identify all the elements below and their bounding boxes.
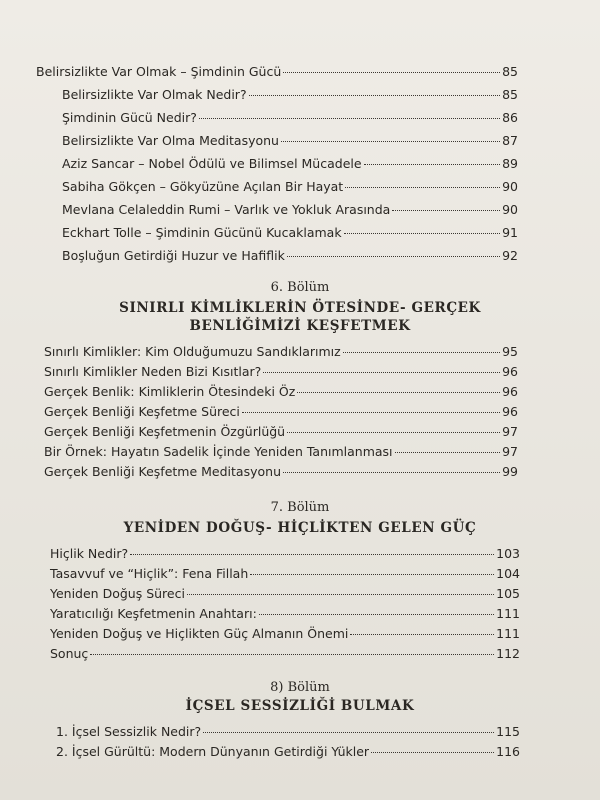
toc-entry <box>62 179 518 195</box>
toc-entry-page: 116 <box>496 744 520 759</box>
toc-entry <box>44 424 518 440</box>
dot-leader <box>287 256 500 257</box>
dot-leader <box>344 233 501 234</box>
toc-entry <box>50 566 520 582</box>
toc-entry <box>50 606 520 622</box>
chapter-number: 6. Bölüm <box>270 280 330 295</box>
toc-entry-page: 96 <box>502 364 518 379</box>
toc-entry-page: 115 <box>496 724 520 739</box>
toc-entry-title: Belirsizlikte Var Olmak Nedir? <box>62 87 247 102</box>
toc-entry-page: 90 <box>502 202 518 217</box>
dot-leader <box>250 574 494 575</box>
toc-entry-title: Sınırlı Kimlikler: Kim Olduğumuzu Sandıklarımız <box>44 344 341 359</box>
toc-entry <box>56 744 520 760</box>
toc-entry <box>62 248 518 264</box>
dot-leader <box>130 554 494 555</box>
toc-entry <box>44 364 518 380</box>
dot-leader <box>263 372 500 373</box>
dot-leader <box>283 472 500 473</box>
toc-entry-page: 89 <box>502 156 518 171</box>
toc-entry-page: 97 <box>502 444 518 459</box>
toc-entry-page: 111 <box>496 626 520 641</box>
dot-leader <box>242 412 500 413</box>
toc-entry-title: Yaratıcılığı Keşfetmenin Anahtarı: <box>50 606 257 621</box>
dot-leader <box>259 614 494 615</box>
toc-entry-title: Eckhart Tolle – Şimdinin Gücünü Kucaklamak <box>62 225 342 240</box>
toc-entry-title: Belirsizlikte Var Olma Meditasyonu <box>62 133 279 148</box>
dot-leader <box>287 432 500 433</box>
toc-entry <box>44 344 518 360</box>
dot-leader <box>371 752 494 753</box>
toc-entry <box>56 724 520 740</box>
toc-entry <box>50 546 520 562</box>
toc-entry-page: 96 <box>502 404 518 419</box>
toc-entry-page: 85 <box>502 64 518 79</box>
toc-entry-title: Gerçek Benliği Keşfetmenin Özgürlüğü <box>44 424 286 439</box>
chapter-title: BENLİĞİMİZİ KEŞFETMEK <box>189 318 411 334</box>
toc-entry-title: Sonuç <box>50 646 89 661</box>
toc-entry <box>44 384 518 400</box>
dot-leader <box>297 392 500 393</box>
toc-entry <box>62 202 518 218</box>
toc-entry-page: 85 <box>502 87 518 102</box>
toc-entry <box>44 404 518 420</box>
toc-entry <box>62 87 518 103</box>
toc-entry <box>62 225 518 241</box>
toc-entry-page: 111 <box>496 606 520 621</box>
dot-leader <box>364 164 501 165</box>
toc-entry-title: Gerçek Benlik: Kimliklerin Ötesindeki Öz <box>44 384 296 399</box>
toc-entry-page: 112 <box>496 646 520 661</box>
toc-entry-title: Gerçek Benliği Keşfetme Meditasyonu <box>44 464 281 479</box>
toc-entry <box>50 626 520 642</box>
chapter-title: SINIRLI KİMLİKLERİN ÖTESİNDE- GERÇEK <box>119 300 481 316</box>
chapter-title: İÇSEL SESSİZLİĞİ BULMAK <box>185 698 415 714</box>
dot-leader <box>199 118 500 119</box>
toc-entry-title: Bir Örnek: Hayatın Sadelik İçinde Yeniden Tanımlanması <box>44 444 393 459</box>
toc-entry-title: Yeniden Doğuş Süreci <box>50 586 185 601</box>
toc-entry-title: Hiçlik Nedir? <box>50 546 129 561</box>
dot-leader <box>395 452 501 453</box>
toc-entry-page: 97 <box>502 424 518 439</box>
toc-entry-page: 95 <box>502 344 518 359</box>
dot-leader <box>249 95 501 96</box>
dot-leader <box>392 210 500 211</box>
toc-entry-page: 104 <box>496 566 520 581</box>
dot-leader <box>203 732 494 733</box>
toc-entry-page: 105 <box>496 586 520 601</box>
toc-entry-page: 86 <box>502 110 518 125</box>
toc-entry-page: 103 <box>496 546 520 561</box>
toc-entry-page: 90 <box>502 179 518 194</box>
toc-entry-title: Sınırlı Kimlikler Neden Bizi Kısıtlar? <box>44 364 262 379</box>
chapter-number: 8) Bölüm <box>270 680 330 695</box>
dot-leader <box>350 634 494 635</box>
toc-entry-page: 91 <box>502 225 518 240</box>
toc-entry <box>62 156 518 172</box>
toc-entry-title: Gerçek Benliği Keşfetme Süreci <box>44 404 240 419</box>
toc-entry-title: 2. İçsel Gürültü: Modern Dünyanın Getirdiği Yükler <box>56 744 370 759</box>
toc-entry <box>62 110 518 126</box>
chapter-title: YENİDEN DOĞUŞ- HİÇLİKTEN GELEN GÜÇ <box>123 520 477 536</box>
dot-leader <box>283 72 500 73</box>
toc-entry <box>44 464 518 480</box>
toc-entry-page: 99 <box>502 464 518 479</box>
toc-entry <box>44 444 518 460</box>
dot-leader <box>187 594 494 595</box>
toc-entry-page: 87 <box>502 133 518 148</box>
toc-entry-title: Mevlana Celaleddin Rumi – Varlık ve Yokluk Arasında <box>62 202 391 217</box>
toc-entry <box>50 586 520 602</box>
toc-entry-title: Şimdinin Gücü Nedir? <box>62 110 197 125</box>
dot-leader <box>90 654 494 655</box>
toc-entry-title: Tasavvuf ve “Hiçlik”: Fena Fillah <box>50 566 249 581</box>
toc-entry-page: 92 <box>502 248 518 263</box>
dot-leader <box>281 141 500 142</box>
dot-leader <box>345 187 500 188</box>
toc-entry-title: Yeniden Doğuş ve Hiçlikten Güç Almanın Önemi <box>50 626 349 641</box>
toc-entry <box>50 646 520 662</box>
toc-entry-title: Belirsizlikte Var Olmak – Şimdinin Gücü <box>36 64 282 79</box>
toc-entry-title: 1. İçsel Sessizlik Nedir? <box>56 724 202 739</box>
toc-entry <box>36 64 518 80</box>
toc-entry-title: Sabiha Gökçen – Gökyüzüne Açılan Bir Hayat <box>62 179 344 194</box>
dot-leader <box>343 352 500 353</box>
chapter-number: 7. Bölüm <box>270 500 330 515</box>
toc-entry-page: 96 <box>502 384 518 399</box>
toc-entry-title: Aziz Sancar – Nobel Ödülü ve Bilimsel Mücadele <box>62 156 362 171</box>
toc-entry-title: Boşluğun Getirdiği Huzur ve Hafiflik <box>62 248 285 263</box>
toc-entry <box>62 133 518 149</box>
